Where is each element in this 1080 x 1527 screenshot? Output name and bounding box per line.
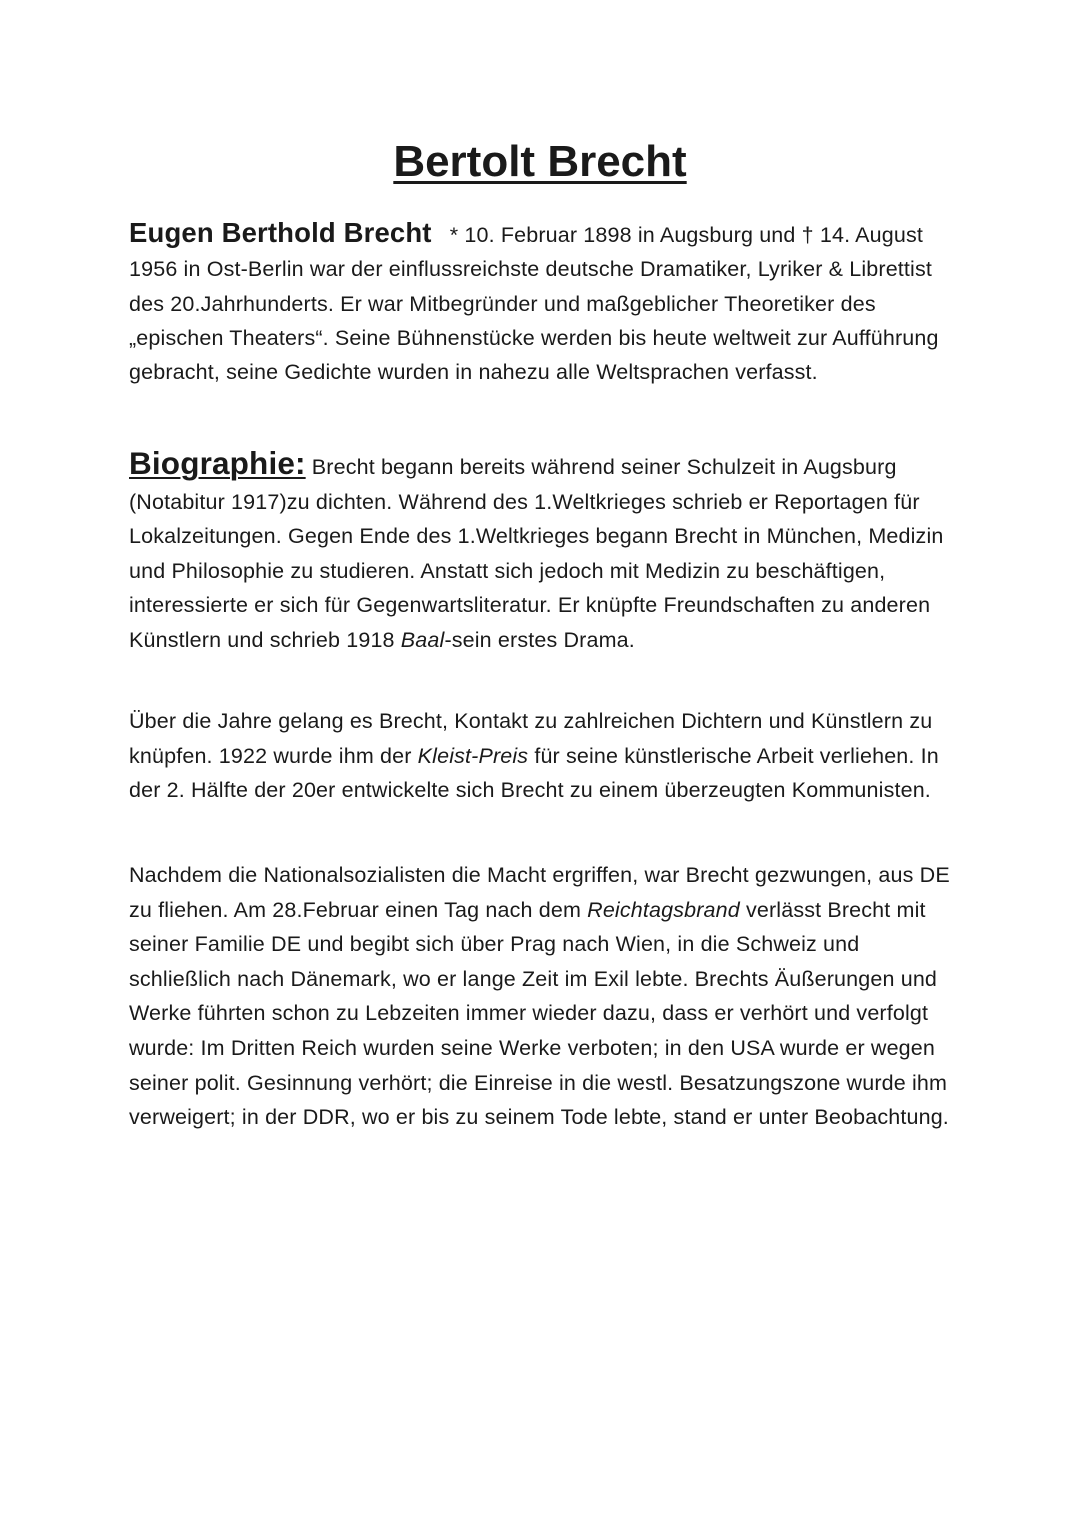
title-text: Bertolt Brecht bbox=[393, 137, 687, 186]
biography-text-start: Brecht begann bereits während seiner Schulzeit in Augsburg (Notabitur 1917)zu dichten. Während des 1.Weltkrieges schrieb er Reportagen für Lokalzeitungen. Gegen Ende des 1.Weltkrieges begann Brecht in München, Medizin und Philosophie zu studieren. Anstatt sich jedoch mit Medizin zu beschäftigen, interessierte er sich für Gegenwartsliteratur. Er knüpfte Freundschaften zu anderen Künstlern und schrieb 1918 bbox=[129, 455, 944, 652]
intro-paragraph bbox=[129, 216, 964, 389]
biography-text-end: -sein erstes Drama. bbox=[444, 627, 635, 652]
author-full-name: Eugen Berthold Brecht bbox=[129, 217, 432, 248]
biography-heading: Biographie: bbox=[129, 445, 306, 481]
death-info: † 14. bbox=[801, 223, 851, 247]
page-title bbox=[0, 136, 1080, 188]
paragraph3-text-start: Nachdem die Nationalsozialisten die Macht ergriffen, war Brecht gezwungen, aus DE zu fliehen. Am 28.Februar einen Tag nach dem bbox=[129, 863, 950, 922]
paragraph-exile bbox=[129, 858, 964, 1135]
prize-name: Kleist-Preis bbox=[417, 743, 529, 768]
paragraph2-text-start: Über die Jahre gelang es Brecht, Kontakt zu zahlreichen Dichtern und Künstlern zu knüpfen. 1922 wurde ihm der bbox=[129, 709, 933, 768]
paragraph-contacts bbox=[129, 704, 964, 808]
paragraph3-text-end: verlässt Brecht mit seiner Familie DE und begibt sich über Prag nach Wien, in die Schweiz und schließlich nach Dänemark, wo er lange Zeit im Exil lebte. Brechts Äußerungen und Werke führten schon zu Lebzeiten immer wieder dazu, dass er verhört und verfolgt wurde: Im Dritten Reich wurden seine Werke verboten; in den USA wurde er wegen seiner polit. Gesinnung verhört; die Einreise in die westl. Besatzungszone wurde ihm verweigert; in der DDR, wo er bis zu seinem Tode lebte, stand er unter Beobachtung. bbox=[129, 897, 949, 1130]
paragraph2-text-end: für seine künstlerische Arbeit verliehen. In der 2. Hälfte der 20er entwickelte sich Brecht zu einem überzeugten Kommunisten. bbox=[129, 743, 939, 803]
intro-text: August 1956 in Ost-Berlin war der einflussreichste deutsche Dramatiker, Lyriker & Librettist des 20.Jahrhunderts. Er war Mitbegründer und maßgeblicher Theoretiker des „epischen Theaters“. Seine Bühnenstücke werden bis heute weltweit zur Aufführung gebracht, seine Gedichte wurden in nahezu alle Weltsprachen verfasst. bbox=[129, 223, 939, 385]
biography-paragraph bbox=[129, 446, 964, 658]
work-title-baal: Baal bbox=[400, 627, 445, 652]
event-name: Reichtagsbrand bbox=[587, 897, 740, 922]
birth-info: * 10. Februar 1898 in Augsburg und bbox=[449, 223, 796, 247]
